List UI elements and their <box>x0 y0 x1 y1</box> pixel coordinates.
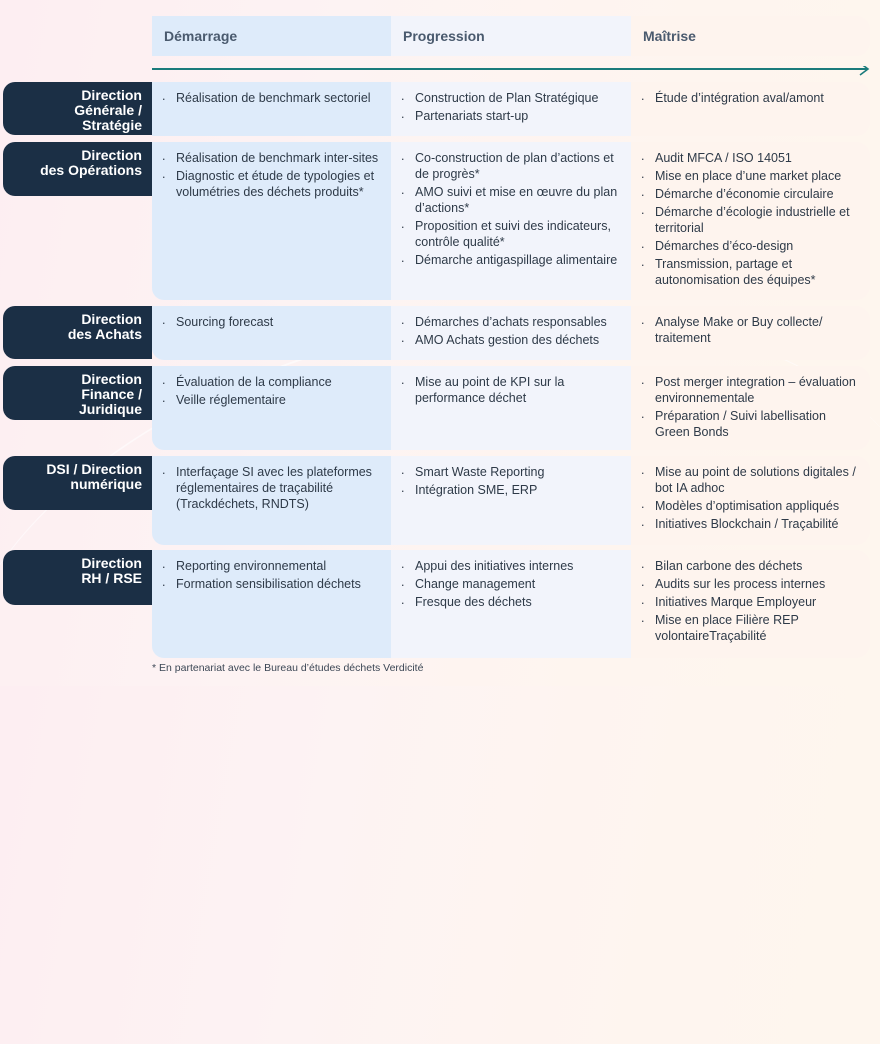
list-item: . Construction de Plan Stratégique <box>405 90 623 106</box>
row-label-line: RH / RSE <box>81 570 142 586</box>
list-item: . Partenariats start-up <box>405 108 623 124</box>
cell-progression <box>391 142 631 300</box>
row-label-line: Direction <box>81 87 142 103</box>
cell-progression <box>391 550 631 658</box>
row-label <box>3 366 152 420</box>
list-item: . Smart Waste Reporting <box>405 464 623 480</box>
list-item: . Proposition et suivi des indicateurs, contrôle qualité* <box>405 218 623 250</box>
list-item: . AMO suivi et mise en œuvre du plan d’actions* <box>405 184 623 216</box>
row-label-line: Direction <box>81 147 142 163</box>
list-item: . AMO Achats gestion des déchets <box>405 332 623 348</box>
footnote: * En partenariat avec le Bureau d’études déchets Verdicité <box>152 662 424 674</box>
row-label-line: Générale / <box>74 102 142 118</box>
cell-maitrise <box>631 306 870 360</box>
matrix-row <box>0 142 880 300</box>
cell-maitrise <box>631 82 870 136</box>
list-item: . Bilan carbone des déchets <box>645 558 862 574</box>
cell-maitrise <box>631 142 870 300</box>
cell-progression <box>391 456 631 545</box>
row-label-line: Finance / <box>81 386 142 402</box>
list-item: . Démarche d’écologie industrielle et territorial <box>645 204 862 236</box>
column-header-demarrage: Démarrage <box>152 16 391 56</box>
matrix-row <box>0 82 880 136</box>
list-item: . Appui des initiatives internes <box>405 558 623 574</box>
list-item: . Change management <box>405 576 623 592</box>
cell-maitrise <box>631 366 870 450</box>
row-label-line: des Opérations <box>40 162 142 178</box>
list-item: . Mise en place Filière REP volontaireTraçabilité <box>645 612 862 644</box>
list-item: . Démarches d’éco-design <box>645 238 862 254</box>
list-item: . Diagnostic et étude de typologies et volumétries des déchets produits* <box>166 168 383 200</box>
row-label-line: Direction <box>81 311 142 327</box>
cell-demarrage <box>152 456 391 545</box>
list-item: . Intégration SME, ERP <box>405 482 623 498</box>
list-item: . Évaluation de la compliance <box>166 374 383 390</box>
list-item: . Initiatives Blockchain / Traçabilité <box>645 516 862 532</box>
list-item: . Mise en place d’une market place <box>645 168 862 184</box>
list-item: . Fresque des déchets <box>405 594 623 610</box>
matrix-row <box>0 306 880 360</box>
cell-progression <box>391 82 631 136</box>
column-header-maitrise: Maîtrise <box>631 16 870 56</box>
list-item: . Modèles d’optimisation appliqués <box>645 498 862 514</box>
row-label-line: Direction <box>81 371 142 387</box>
cell-demarrage <box>152 550 391 658</box>
list-item: . Réalisation de benchmark sectoriel <box>166 90 383 106</box>
list-item: . Démarche d’économie circulaire <box>645 186 862 202</box>
list-item: . Formation sensibilisation déchets <box>166 576 383 592</box>
list-item: . Initiatives Marque Employeur <box>645 594 862 610</box>
cell-demarrage <box>152 82 391 136</box>
list-item: . Reporting environnemental <box>166 558 383 574</box>
list-item: . Préparation / Suivi labellisation Green Bonds <box>645 408 862 440</box>
row-label <box>3 306 152 359</box>
matrix-row <box>0 456 880 545</box>
list-item: . Mise au point de KPI sur la performance déchet <box>405 374 623 406</box>
cell-demarrage <box>152 366 391 450</box>
row-label <box>3 550 152 605</box>
list-item: . Co-construction de plan d’actions et de progrès* <box>405 150 623 182</box>
list-item: . Mise au point de solutions digitales / bot IA adhoc <box>645 464 862 496</box>
list-item: . Analyse Make or Buy collecte/ traitement <box>645 314 862 346</box>
row-label-line: Juridique <box>78 401 142 417</box>
cell-demarrage <box>152 306 391 360</box>
list-item: . Démarche antigaspillage alimentaire <box>405 252 623 268</box>
row-label-line: Stratégie <box>82 117 142 133</box>
row-label-line: des Achats <box>67 326 142 342</box>
row-label-line: numérique <box>70 476 142 492</box>
list-item: . Audit MFCA / ISO 14051 <box>645 150 862 166</box>
cell-maitrise <box>631 456 870 545</box>
list-item: . Veille réglementaire <box>166 392 383 408</box>
matrix-row <box>0 366 880 450</box>
progression-arrow-icon <box>152 66 870 82</box>
cell-progression <box>391 306 631 360</box>
list-item: . Audits sur les process internes <box>645 576 862 592</box>
cell-demarrage <box>152 142 391 300</box>
cell-progression <box>391 366 631 450</box>
column-header-progression: Progression <box>391 16 631 56</box>
list-item: . Post merger integration – évaluation environnementale <box>645 374 862 406</box>
list-item: . Sourcing forecast <box>166 314 383 330</box>
matrix-row <box>0 550 880 658</box>
row-label-line: Direction <box>81 555 142 571</box>
cell-maitrise <box>631 550 870 658</box>
list-item: . Démarches d’achats responsables <box>405 314 623 330</box>
list-item: . Transmission, partage et autonomisation des équipes* <box>645 256 862 288</box>
row-label <box>3 142 152 196</box>
row-label <box>3 82 152 135</box>
list-item: . Réalisation de benchmark inter-sites <box>166 150 383 166</box>
list-item: . Interfaçage SI avec les plateformes réglementaires de traçabilité (Trackdéchets, RNDTS) <box>166 464 383 512</box>
list-item: . Étude d’intégration aval/amont <box>645 90 862 106</box>
row-label-line: DSI / Direction <box>46 461 142 477</box>
row-label <box>3 456 152 510</box>
